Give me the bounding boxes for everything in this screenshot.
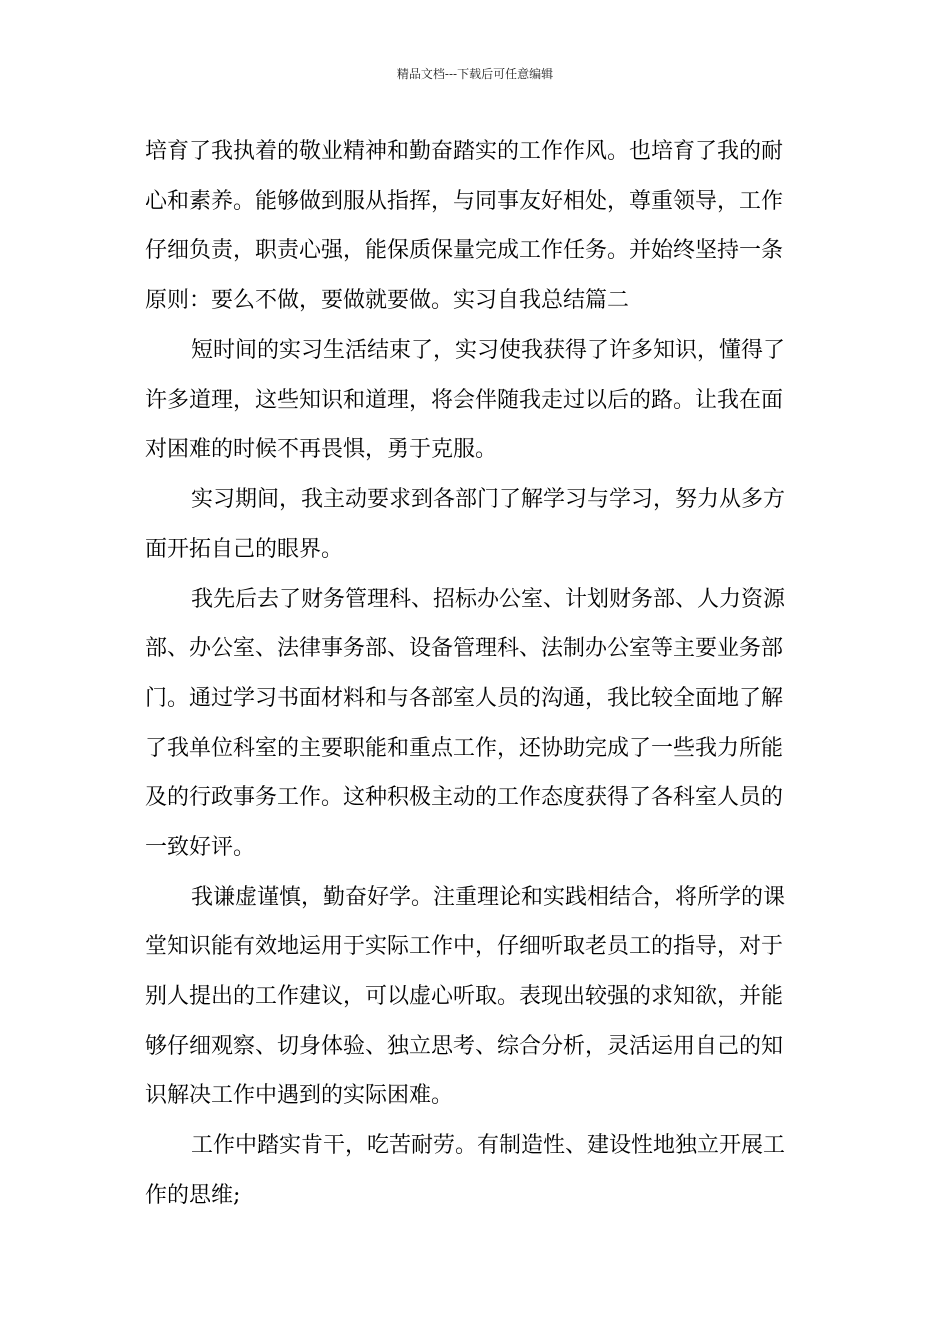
text-line: 部、办公室、法律事务部、设备管理科、法制办公室等主要业务部 — [145, 636, 784, 661]
text-line: 心和素养。能够做到服从指挥，与同事友好相处，尊重领导，工作 — [145, 189, 784, 214]
text-line: 及的行政事务工作。这种积极主动的工作态度获得了各科室人员的 — [145, 785, 784, 810]
text-line: 对困难的时候不再畏惧，勇于克服。 — [145, 437, 498, 462]
page-header: 精品文档---下载后可任意编辑 — [396, 67, 554, 81]
text-line: 够仔细观察、切身体验、独立思考、综合分析，灵活运用自己的知 — [145, 1034, 784, 1059]
paragraph-first-line: 工作中踏实肯干，吃苦耐劳。有制造性、建设性地独立开展工 — [191, 1133, 786, 1158]
paragraph-first-line: 实习期间，我主动要求到各部门了解学习与学习，努力从多方 — [191, 487, 786, 512]
text-line: 一致好评。 — [145, 835, 256, 860]
paragraph-first-line: 我谦虚谨慎，勤奋好学。注重理论和实践相结合，将所学的课 — [191, 885, 786, 910]
text-line: 培育了我执着的敬业精神和勤奋踏实的工作作风。也培育了我的耐 — [145, 139, 784, 164]
text-line: 了我单位科室的主要职能和重点工作，还协助完成了一些我力所能 — [145, 736, 784, 761]
text-line: 识解决工作中遇到的实际困难。 — [145, 1083, 454, 1108]
text-line: 原则：要么不做，要做就要做。实习自我总结篇二 — [145, 288, 630, 313]
text-line: 作的思维; — [145, 1183, 241, 1208]
text-line: 堂知识能有效地运用于实际工作中，仔细听取老员工的指导，对于 — [145, 934, 784, 959]
text-line: 许多道理，这些知识和道理，将会伴随我走过以后的路。让我在面 — [145, 388, 784, 413]
paragraph-first-line: 我先后去了财务管理科、招标办公室、计划财务部、人力资源 — [191, 587, 786, 612]
text-line: 别人提出的工作建议，可以虚心听取。表现出较强的求知欲，并能 — [145, 984, 784, 1009]
text-line: 门。通过学习书面材料和与各部室人员的沟通，我比较全面地了解 — [145, 686, 784, 711]
text-line: 面开拓自己的眼界。 — [145, 537, 344, 562]
text-line: 仔细负责，职责心强，能保质保量完成工作任务。并始终坚持一条 — [145, 238, 784, 263]
paragraph-first-line: 短时间的实习生活结束了，实习使我获得了许多知识，懂得了 — [191, 338, 786, 363]
